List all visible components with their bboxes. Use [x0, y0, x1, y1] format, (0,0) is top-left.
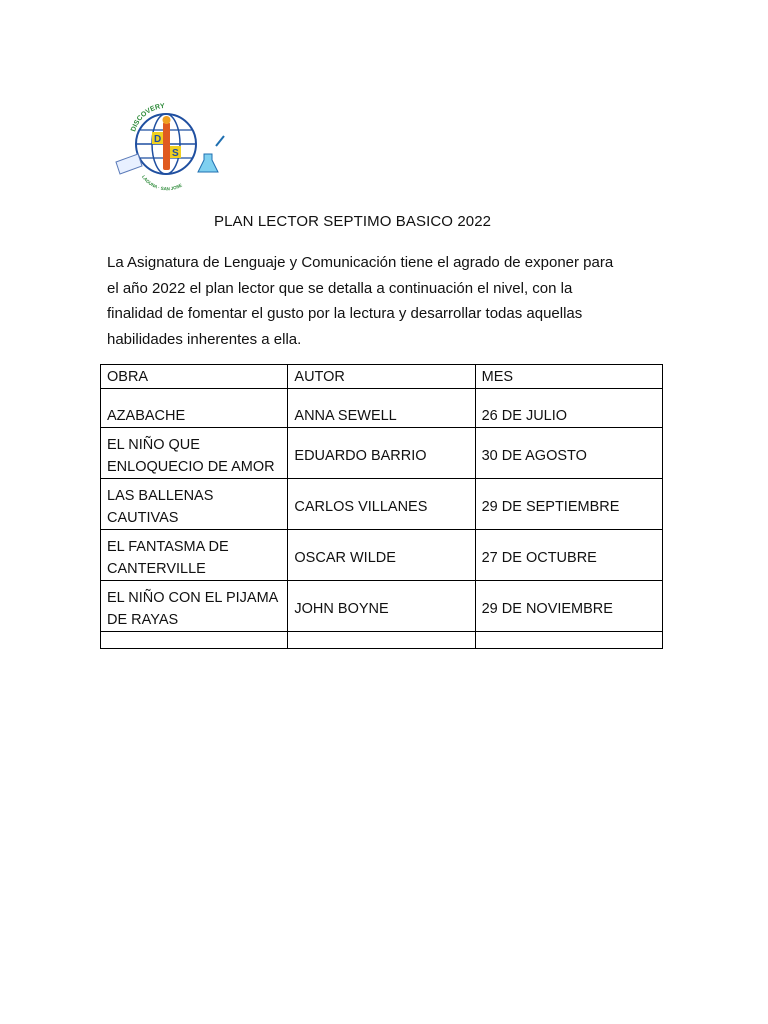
cell-empty [101, 632, 288, 649]
cell-obra [101, 479, 288, 530]
cell-mes: 29 DE SEPTIEMBRE [475, 479, 662, 530]
obra-line: EL NIÑO CON EL PIJAMA [107, 590, 279, 606]
cell-obra [101, 428, 288, 479]
svg-text:LAGUNA · SAN JOSE [141, 174, 183, 191]
table-row [101, 428, 663, 479]
cell-mes: 30 DE AGOSTO [475, 428, 662, 479]
cell-mes: 27 DE OCTUBRE [475, 530, 662, 581]
cell-mes: 26 DE JULIO [475, 389, 662, 428]
cell-autor: CARLOS VILLANES [288, 479, 475, 530]
reading-plan-table [100, 364, 663, 649]
obra-line: AZABACHE [107, 408, 186, 424]
page-title: PLAN LECTOR SEPTIMO BASICO 2022 [214, 213, 492, 230]
cell-autor: EDUARDO BARRIO [288, 428, 475, 479]
cell-autor: JOHN BOYNE [288, 581, 475, 632]
table-row-empty [101, 632, 663, 649]
svg-text:S: S [172, 148, 179, 159]
header-mes: MES [475, 365, 662, 389]
obra-line: ENLOQUECIO DE AMOR [107, 459, 275, 475]
obra-line: EL NIÑO QUE [107, 437, 200, 453]
intro-paragraph [107, 250, 667, 352]
cell-autor: OSCAR WILDE [288, 530, 475, 581]
intro-line: La Asignatura de Lenguaje y Comunicación tiene el agrado de exponer para [107, 254, 614, 271]
cell-obra [101, 530, 288, 581]
cell-obra [101, 389, 288, 428]
intro-line: finalidad de fomentar el gusto por la lectura y desarrollar todas aquellas [107, 305, 583, 322]
table-row [101, 530, 663, 581]
cell-autor: ANNA SEWELL [288, 389, 475, 428]
table-row [101, 389, 663, 428]
intro-line: el año 2022 el plan lector que se detalla a continuación el nivel, con la [107, 279, 573, 297]
cell-empty [475, 632, 662, 649]
obra-line: CANTERVILLE [107, 561, 206, 577]
cell-obra [101, 581, 288, 632]
intro-line: habilidades inherentes a ella. [107, 330, 302, 348]
table-row [101, 479, 663, 530]
logo-top-text: DISCOVERY [130, 102, 166, 133]
cell-mes: 29 DE NOVIEMBRE [475, 581, 662, 632]
cell-empty [288, 632, 475, 649]
table-header-row [101, 365, 663, 389]
obra-line: LAS BALLENAS [107, 488, 214, 504]
header-autor: AUTOR [288, 365, 475, 389]
svg-text:D: D [154, 134, 162, 145]
obra-line: DE RAYAS [107, 612, 179, 628]
logo-bottom-text: LAGUNA · SAN JOSE [140, 174, 183, 192]
obra-line: CAUTIVAS [107, 510, 179, 526]
obra-line: EL FANTASMA DE [107, 539, 229, 555]
table-row [101, 581, 663, 632]
header-obra: OBRA [101, 365, 288, 389]
school-globe-logo-icon [108, 96, 228, 192]
